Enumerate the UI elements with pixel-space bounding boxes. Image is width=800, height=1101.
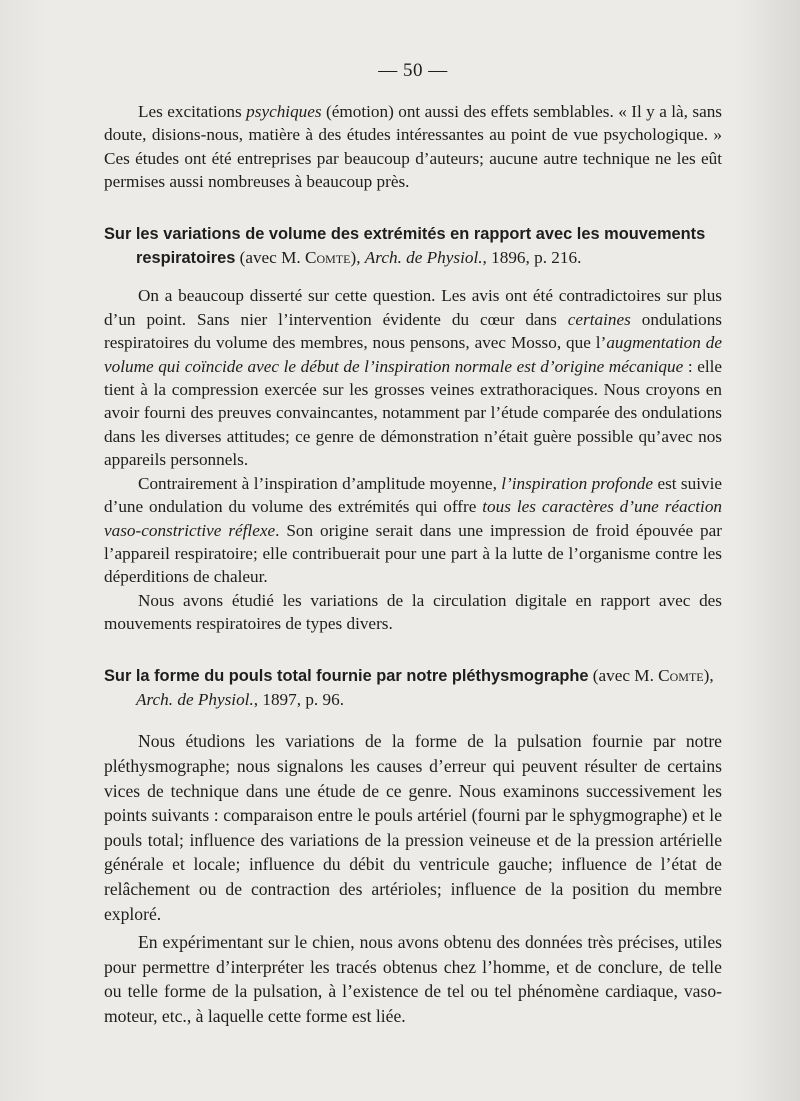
page-number: — 50 — [378,60,448,81]
section1-paragraph-3: Nous avons étudié les variations de la circulation digitale en rapport avec des mouvements respiratoires de types divers. [104,590,722,634]
intro-paragraph: Les excitations psychiques (émotion) ont aussi des effets semblables. « Il y a là, sans doute, disions-nous, matière à des études intéressantes au point de vue psychologique. » Ces études ont été entreprises par beaucoup d’auteurs; aucune autre technique ne les eût permises aussi nombreuses à beaucoup près. [104,102,722,192]
section-title-pulse-form: Sur la forme du pouls total fournie par notre pléthysmographe (avec M. Comte), Arch. de Physiol., 1897, p. 96. [104,665,714,709]
section1-paragraph-2: Contrairement à l’inspiration d’amplitude moyenne, l’inspiration profonde est suivie d’une ondulation du volume des extrémités qui offre tous les caractères d’une réaction vaso-constrictive réflexe. Son origine serait dans une impression de froid épouvée par l’appareil respiratoire; elle contribuerait pour une part à la lutte de l’organisme contre les déperditions de chaleur. [104,473,723,587]
section2-paragraph-1: Nous étudions les variations de la forme de la pulsation fournie par notre pléthysmographe; nous signalons les causes d’erreur qui peuvent résulter de certains vices de technique dans une étude de ce genre. Nous examinons successivement les points suivants : comparaison entre le pouls artériel (fourni par le sphygmographe) et le pouls total; influence des variations de la pression veineuse et de la pression artérielle générale et locale; influence du débit du ventricule gauche; influence de l’état de relâchement ou de contraction des artérioles; influence de la position du membre exploré. [104,731,722,924]
section1-paragraph-1: On a beaucoup disserté sur cette question. Les avis ont été contradictoires sur plus d’un point. Sans nier l’intervention évidente du cœur dans certaines ondulations respiratoires du volume des membres, nous pensons, avec Mosso, que l’augmentation de volume qui coïncide avec le début de l’inspiration normale est d’origine mécanique : elle tient à la compression exercée sur les grosses veines extrathoraciques. Nous croyons en avoir fourni des preuves convaincantes, notamment par l’étude comparée des ondulations dans les diverses attitudes; ce genre de démonstration n’était guère possible qu’avec nos appareils personnels. [104,286,722,470]
section-pulse-form [104,664,722,1029]
section2-paragraph-2: En expérimentant sur le chien, nous avons obtenu des données très précises, utiles pour permettre d’interpréter les tracés obtenus chez l’homme, et de conclure, de telle ou telle forme de la pulsation, à l’existence de tel ou tel phénomène cardiaque, vaso-moteur, etc., à laquelle cette forme est liée. [104,932,722,1026]
section-title-respiratory-variations: Sur les variations de volume des extrémités en rapport avec les mouvements respiratoires (avec M. Comte), Arch. de Physiol., 1896, p. 216. [104,224,706,268]
